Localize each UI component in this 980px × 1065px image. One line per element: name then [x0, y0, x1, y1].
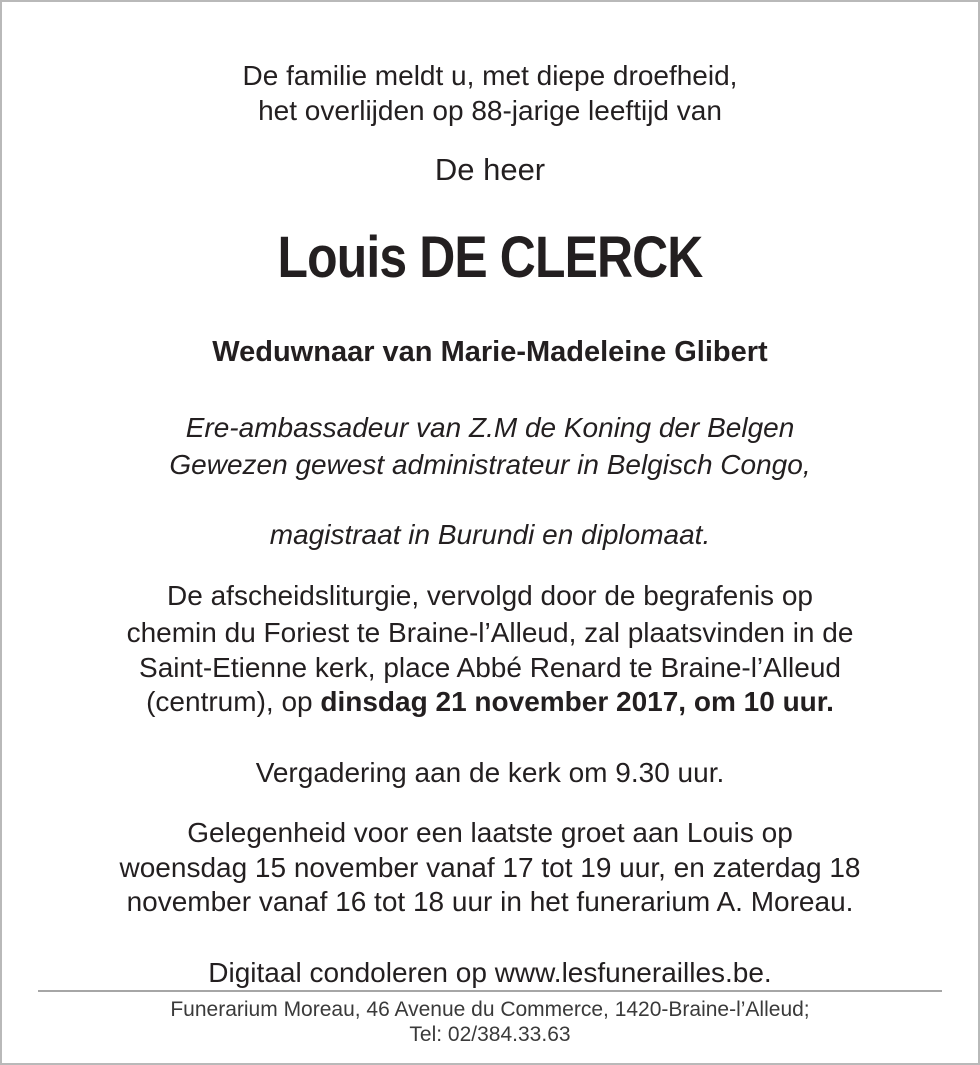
- ceremony-line-4: [2, 686, 978, 718]
- role-line-2: Gewezen gewest administrateur in Belgisch Congo,: [169, 449, 811, 480]
- intro-line-1: De familie meldt u, met diepe droefheid,: [242, 60, 738, 91]
- ceremony-date: dinsdag 21 november 2017, om 10 uur.: [320, 686, 834, 717]
- intro-line-2: het overlijden op 88-jarige leeftijd van: [258, 95, 722, 126]
- role-line-1: Ere-ambassadeur van Z.M de Koning der Belgen: [185, 412, 795, 443]
- honorific: De heer: [434, 152, 546, 187]
- ceremony-line-2: chemin du Foriest te Braine-l’Alleud, zal plaatsvinden in de: [126, 617, 854, 648]
- farewell-line-2: woensdag 15 november vanaf 17 tot 19 uur, en zaterdag 18: [119, 852, 861, 883]
- gathering-text: Vergadering aan de kerk om 9.30 uur.: [255, 757, 725, 788]
- footer-phone: Tel: 02/384.33.63: [409, 1023, 571, 1046]
- condolences-text: Digitaal condoleren op www.lesfunerailles.be.: [208, 957, 772, 988]
- ceremony-line-3: Saint-Etienne kerk, place Abbé Renard te Braine-l’Alleud: [139, 652, 841, 683]
- ceremony-line-1: De afscheidsliturgie, vervolgd door de begrafenis op: [167, 580, 813, 611]
- footer-address: Funerarium Moreau, 46 Avenue du Commerce, 1420-Braine-l’Alleud;: [170, 998, 810, 1021]
- role-line-3: magistraat in Burundi en diplomaat.: [269, 519, 711, 550]
- farewell-line-1: Gelegenheid voor een laatste groet aan Louis op: [187, 817, 793, 848]
- farewell-line-3: november vanaf 16 tot 18 uur in het funerarium A. Moreau.: [126, 886, 854, 917]
- ceremony-prefix: (centrum), op: [146, 686, 321, 717]
- deceased-name: Louis DE CLERCK: [277, 225, 703, 290]
- footer-divider: [38, 990, 942, 992]
- widower-of: Weduwnaar van Marie-Madeleine Glibert: [212, 336, 768, 368]
